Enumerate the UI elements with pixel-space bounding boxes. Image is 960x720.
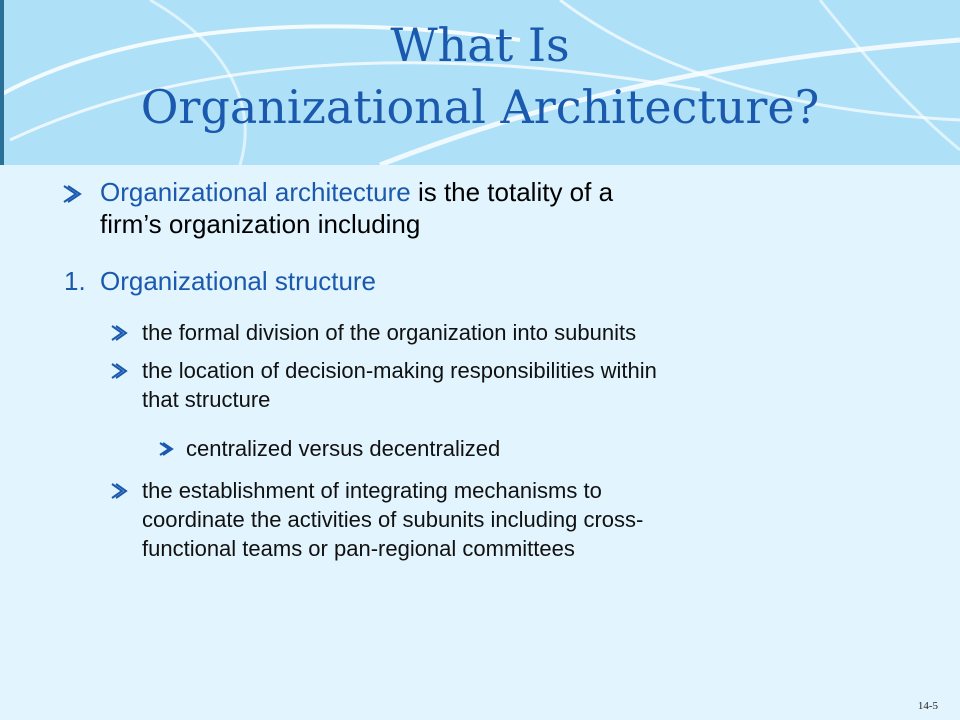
sub-bullet-text-line-2: coordinate the activities of subunits including cross- bbox=[142, 507, 644, 532]
arrow-bullet-icon bbox=[110, 482, 130, 500]
title-line-2: Organizational Architecture? bbox=[140, 80, 820, 134]
item-number: 1. bbox=[64, 266, 86, 296]
bullet-text-line-1 bbox=[100, 176, 900, 208]
slide-title bbox=[0, 14, 960, 138]
item-label: Organizational structure bbox=[100, 266, 377, 296]
sub-sub-bullet-text: centralized versus decentralized bbox=[186, 436, 501, 461]
arrow-bullet-icon bbox=[110, 362, 130, 380]
sub-bullet-text-line-2: that structure bbox=[142, 387, 271, 412]
arrow-bullet-icon bbox=[62, 184, 84, 204]
arrow-bullet-icon bbox=[158, 441, 176, 457]
title-banner bbox=[0, 0, 960, 165]
bullet-highlight: Organizational architecture bbox=[100, 177, 411, 207]
sub-bullet-text-line-3: functional teams or pan-regional committees bbox=[142, 536, 575, 561]
arrow-bullet-icon bbox=[110, 324, 130, 342]
title-line-1: What Is bbox=[390, 18, 570, 72]
sub-bullet-text-line-1: the establishment of integrating mechanisms to bbox=[142, 478, 602, 503]
sub-bullet-text-line-1: the location of decision-making responsibilities within bbox=[142, 358, 657, 383]
bullet-text-rest: is the totality of a bbox=[410, 177, 614, 207]
page-number: 14-5 bbox=[917, 700, 938, 712]
sub-bullet-text: the formal division of the organization into subunits bbox=[142, 320, 637, 345]
bullet-text-line-2: firm’s organization including bbox=[100, 209, 421, 239]
